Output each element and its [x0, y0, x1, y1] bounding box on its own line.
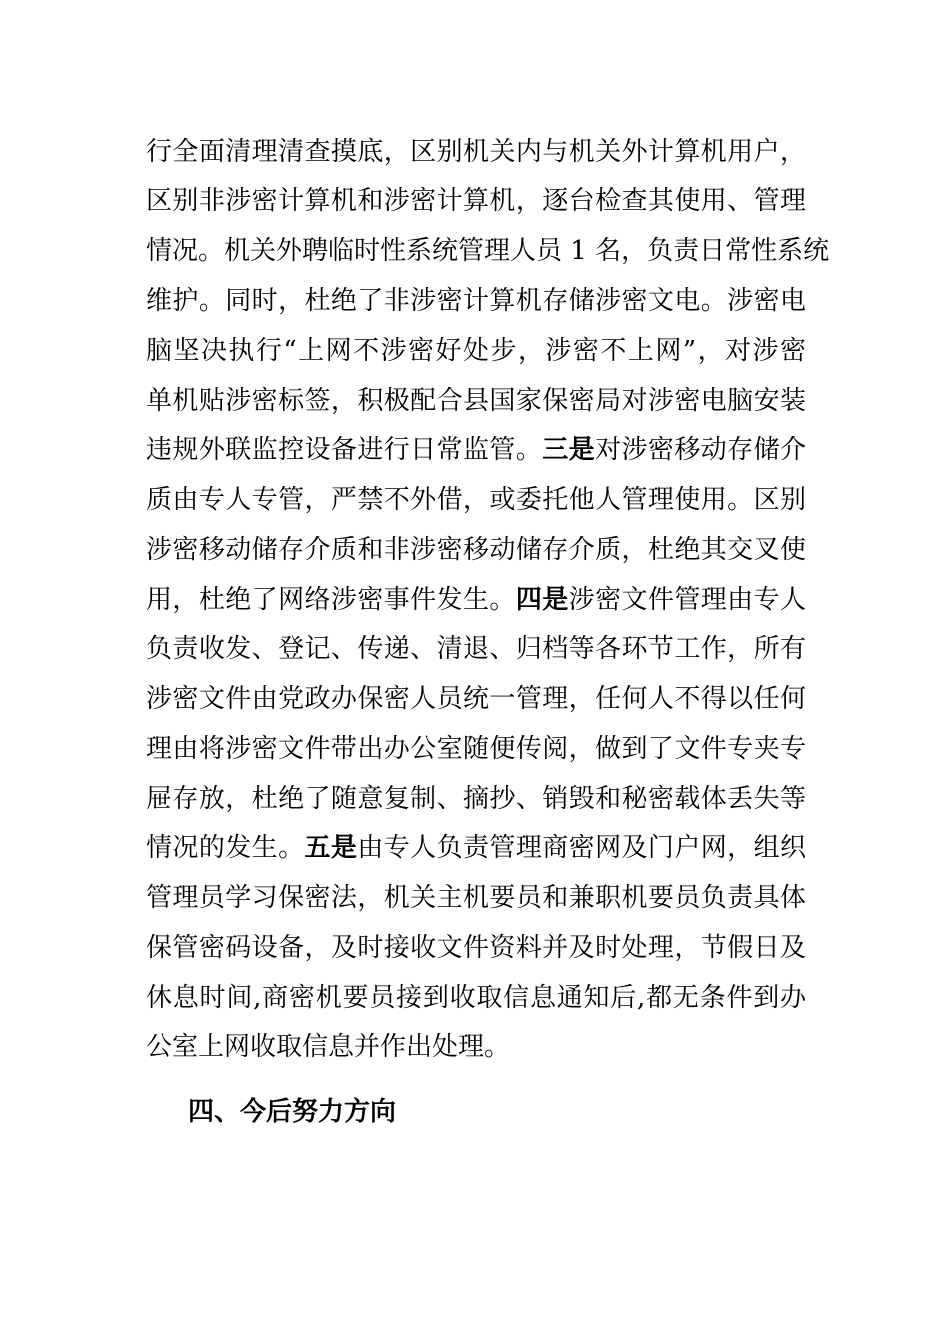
paragraph-line	[146, 634, 806, 664]
paragraph-line	[146, 535, 806, 565]
paragraph-line	[146, 186, 806, 216]
section-heading: 四、今后努力方向	[188, 1097, 397, 1127]
paragraph-line	[146, 784, 806, 814]
line-text: 涉密移动储存介质和非涉密移动储存介质，杜绝其交叉使	[146, 535, 806, 565]
line-text: 保管密码设备，及时接收文件资料并及时处理，节假日及	[146, 933, 806, 963]
line-text: 违规外联监控设备进行日常监管。	[146, 435, 543, 465]
line-text: 理由将涉密文件带出办公室随便传阅，做到了文件专夹专	[146, 734, 806, 764]
paragraph-line	[146, 386, 806, 416]
line-text: 涉密文件管理由专人	[568, 585, 806, 615]
line-text: 管理员学习保密法，机关主机要员和兼职机要员负责具体	[146, 883, 806, 913]
paragraph-line	[146, 286, 806, 316]
line-text: 行全面清理清查摸底，区别机关内与机关外计算机用户，	[146, 137, 806, 167]
line-text: 负责收发、登记、传递、清退、归档等各环节工作，所有	[146, 634, 806, 664]
paragraph-line	[146, 833, 806, 863]
paragraph-line	[146, 883, 806, 913]
line-text: 由专人负责管理商密网及门户网，组织	[357, 833, 806, 863]
paragraph-line	[146, 983, 806, 1013]
line-text: 质由专人专管，严禁不外借，或委托他人管理使用。区别	[146, 485, 806, 515]
line-text: 区别非涉密计算机和涉密计算机，逐台检查其使用、管理	[146, 186, 806, 216]
paragraph-line	[146, 585, 806, 615]
bold-marker: 四是	[515, 585, 569, 615]
line-text: 单机贴涉密标签，积极配合县国家保密局对涉密电脑安装	[146, 386, 806, 416]
line-text: 涉密文件由党政办保密人员统一管理，任何人不得以任何	[146, 684, 806, 714]
line-text: 对涉密移动存储介	[595, 435, 806, 465]
paragraph-line	[146, 137, 806, 167]
line-text: 脑坚决执行“上网不涉密好处步，涉密不上网”，对涉密	[146, 336, 806, 366]
paragraph-line	[146, 336, 806, 366]
paragraph-line	[146, 435, 806, 465]
line-text: 维护。同时，杜绝了非涉密计算机存储涉密文电。涉密电	[146, 286, 806, 316]
bold-marker: 三是	[542, 435, 596, 465]
paragraph-line	[146, 485, 806, 515]
paragraph-line	[146, 236, 830, 266]
paragraph-line	[146, 933, 806, 963]
paragraph-line-last	[146, 1032, 806, 1062]
bold-marker: 五是	[304, 833, 358, 863]
line-text: 休息时间,商密机要员接到收取信息通知后,都无条件到办	[146, 983, 806, 1013]
line-text: 公室上网收取信息并作出处理。	[146, 1032, 511, 1062]
paragraph-line	[146, 734, 806, 764]
line-text: 屉存放，杜绝了随意复制、摘抄、销毁和秘密载体丢失等	[146, 784, 806, 814]
line-text: 情况的发生。	[146, 833, 305, 863]
line-text: 用，杜绝了网络涉密事件发生。	[146, 585, 516, 615]
paragraph-line	[146, 684, 806, 714]
line-text: 情况。机关外聘临时性系统管理人员 1 名，负责日常性系统	[146, 236, 830, 266]
